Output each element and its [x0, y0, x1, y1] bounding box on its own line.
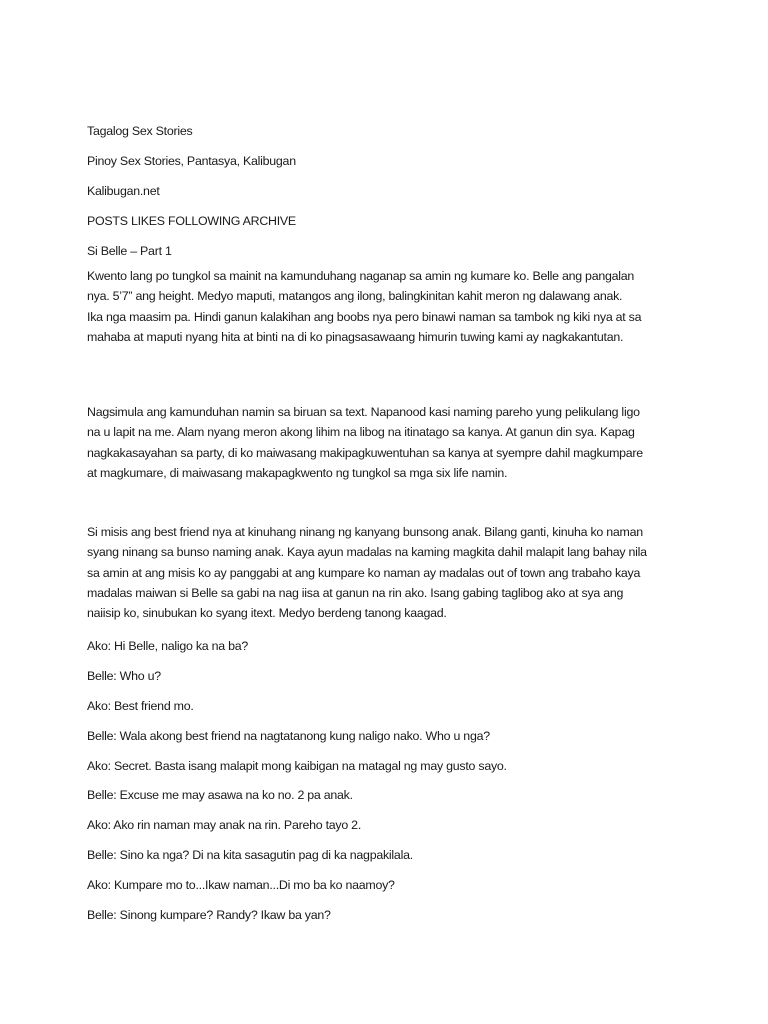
paragraph-line: na u lapit na me. Alam nyang meron akong lihim na libog na itinatago sa kanya. At ganun din sya. Kapag	[87, 425, 635, 440]
paragraph-line: Kwento lang po tungkol sa mainit na kamunduhang naganap sa amin ng kumare ko. Belle ang pangalan	[87, 269, 635, 283]
paragraph-line: syang ninang sa bunso naming anak. Kaya ayun madalas na kaming magkita dahil malapit lang bahay nila	[87, 545, 647, 560]
dialogue-line: Ako: Best friend mo.	[87, 699, 194, 713]
paragraph-line: nya. 5’7” ang height. Medyo maputi, matangos ang ilong, balingkinitan kahit meron ng dalawang anak.	[87, 289, 623, 304]
paragraph-3	[87, 522, 647, 623]
paragraph-line: Nagsimula ang kamunduhan namin sa biruan sa text. Napanood kasi naming pareho yung pelikulang ligo	[87, 405, 640, 419]
dialogue-line: Belle: Sinong kumpare? Randy? Ikaw ba yan?	[87, 908, 331, 922]
paragraph-line: nagkakasayahan sa party, di ko maiwasang makipagkuwentuhan sa kanya at syempre dahil magkumpare	[87, 445, 643, 460]
dialogue-line: Belle: Sino ka nga? Di na kita sasagutin pag di ka nagpakilala.	[87, 848, 413, 862]
paragraph-line: Si misis ang best friend nya at kinuhang ninang ng kanyang bunsong anak. Bilang ganti, kinuha ko naman	[87, 525, 643, 539]
paragraph-line: madalas maiwan si Belle sa gabi na nag iisa at ganun na rin ako. Isang gabing taglibog ako at sya ang	[87, 585, 624, 600]
site-title: Tagalog Sex Stories	[87, 124, 193, 138]
nav-links: POSTS LIKES FOLLOWING ARCHIVE	[87, 214, 296, 228]
paragraph-2	[87, 402, 643, 483]
paragraph-line: naiisip ko, sinubukan ko syang itext. Medyo berdeng tanong kaagad.	[87, 606, 447, 621]
dialogue-line: Belle: Wala akong best friend na nagtatanong kung naligo nako. Who u nga?	[87, 729, 490, 743]
dialogue-line: Ako: Hi Belle, naligo ka na ba?	[87, 639, 249, 653]
dialogue-line: Belle: Excuse me may asawa na ko no. 2 pa anak.	[87, 788, 353, 802]
paragraph-1	[87, 266, 641, 347]
paragraph-line: Ika nga maasim pa. Hindi ganun kalakihan ang boobs nya pero binawi naman sa tambok ng kiki nya at sa	[87, 309, 642, 324]
dialogue-line: Ako: Ako rin naman may anak na rin. Pareho tayo 2.	[87, 818, 362, 832]
site-tagline: Pinoy Sex Stories, Pantasya, Kalibugan	[87, 154, 296, 168]
paragraph-line: sa amin at ang misis ko ay panggabi at ang kumpare ko naman ay madalas out of town ang trabaho kaya	[87, 565, 641, 580]
dialogue-line: Ako: Kumpare mo to...Ikaw naman...Di mo ba ko naamoy?	[87, 878, 395, 892]
dialogue-line: Ako: Secret. Basta isang malapit mong kaibigan na matagal ng may gusto sayo.	[87, 759, 507, 773]
paragraph-line: mahaba at maputi nyang hita at binti na di ko pinagsasawaang himurin tuwing kami ay nagkakantutan.	[87, 329, 624, 344]
paragraph-line: at magkumare, di maiwasang makapagkwento ng tungkol sa mga six life namin.	[87, 465, 508, 480]
post-title: Si Belle – Part 1	[87, 244, 172, 258]
site-domain: Kalibugan.net	[87, 184, 160, 198]
dialogue-line: Belle: Who u?	[87, 669, 161, 683]
